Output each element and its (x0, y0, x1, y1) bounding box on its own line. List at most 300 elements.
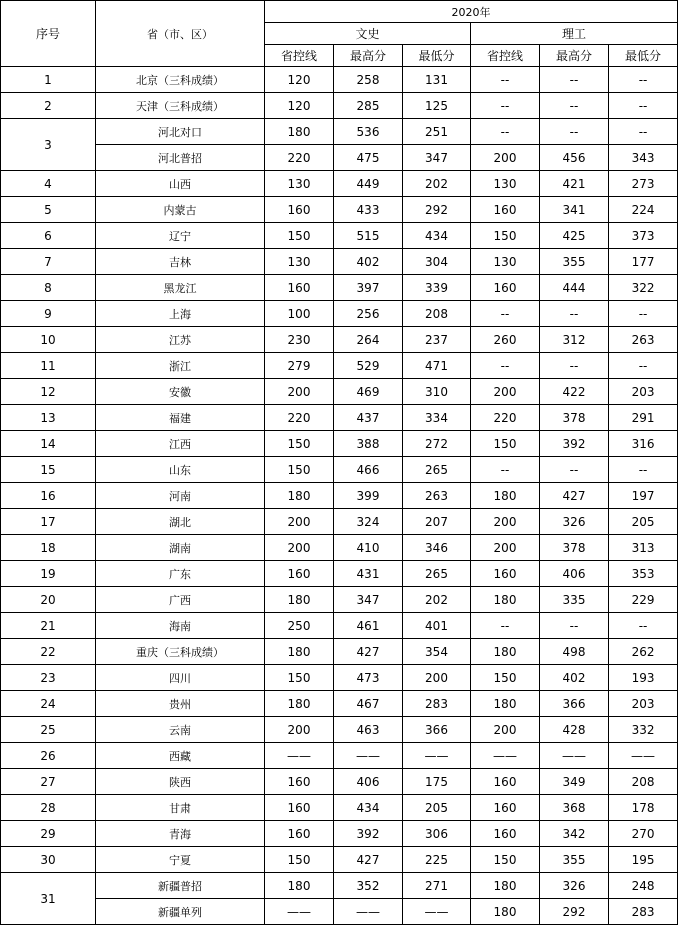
cell-ligong-max: 355 (540, 249, 609, 275)
row-seq: 18 (1, 535, 96, 561)
cell-wenshi-max: 463 (334, 717, 403, 743)
cell-ligong-max: 422 (540, 379, 609, 405)
table-row (1, 145, 678, 171)
row-province: 河北普招 (96, 145, 265, 171)
row-province: 西藏 (96, 743, 265, 769)
cell-wenshi-max: 434 (334, 795, 403, 821)
row-seq: 10 (1, 327, 96, 353)
cell-wenshi-control: 130 (265, 171, 334, 197)
cell-wenshi-control: 100 (265, 301, 334, 327)
header-col-wenshi-min: 最低分 (403, 45, 471, 67)
cell-wenshi-control: 180 (265, 483, 334, 509)
cell-ligong-control: 160 (471, 769, 540, 795)
table-row (1, 249, 678, 275)
cell-wenshi-min: 263 (403, 483, 471, 509)
cell-ligong-max: -- (540, 457, 609, 483)
header-col-ligong-max: 最高分 (540, 45, 609, 67)
cell-wenshi-min: 346 (403, 535, 471, 561)
row-province: 安徽 (96, 379, 265, 405)
cell-wenshi-max: 467 (334, 691, 403, 717)
cell-ligong-min: 373 (609, 223, 678, 249)
cell-ligong-control: 180 (471, 639, 540, 665)
cell-ligong-control: 130 (471, 171, 540, 197)
cell-wenshi-min: 251 (403, 119, 471, 145)
cell-ligong-min: 178 (609, 795, 678, 821)
cell-ligong-max: -- (540, 301, 609, 327)
cell-wenshi-control: 160 (265, 275, 334, 301)
table-row (1, 119, 678, 145)
cell-wenshi-control: 130 (265, 249, 334, 275)
cell-ligong-min: 343 (609, 145, 678, 171)
cell-wenshi-min: 401 (403, 613, 471, 639)
cell-ligong-min: 316 (609, 431, 678, 457)
row-seq: 5 (1, 197, 96, 223)
cell-ligong-min: 177 (609, 249, 678, 275)
cell-wenshi-min: 225 (403, 847, 471, 873)
cell-wenshi-max: 475 (334, 145, 403, 171)
cell-ligong-max: 342 (540, 821, 609, 847)
row-province: 辽宁 (96, 223, 265, 249)
cell-ligong-control: -- (471, 93, 540, 119)
table-row (1, 379, 678, 405)
cell-ligong-min: 270 (609, 821, 678, 847)
cell-wenshi-max: 469 (334, 379, 403, 405)
cell-wenshi-min: 306 (403, 821, 471, 847)
cell-ligong-max: 378 (540, 535, 609, 561)
header-col-ligong-control: 省控线 (471, 45, 540, 67)
cell-wenshi-max: 402 (334, 249, 403, 275)
cell-wenshi-max: 285 (334, 93, 403, 119)
cell-ligong-control: 200 (471, 145, 540, 171)
header-col-wenshi-max: 最高分 (334, 45, 403, 67)
cell-ligong-control: -- (471, 301, 540, 327)
cell-wenshi-control: 230 (265, 327, 334, 353)
header-col-ligong-min: 最低分 (609, 45, 678, 67)
cell-ligong-min: -- (609, 301, 678, 327)
cell-wenshi-control: —— (265, 899, 334, 925)
cell-wenshi-max: 431 (334, 561, 403, 587)
row-seq: 17 (1, 509, 96, 535)
row-province: 福建 (96, 405, 265, 431)
row-seq: 6 (1, 223, 96, 249)
table-row (1, 509, 678, 535)
cell-ligong-control: 150 (471, 431, 540, 457)
row-province: 天津（三科成绩） (96, 93, 265, 119)
cell-ligong-max: 402 (540, 665, 609, 691)
table-row (1, 899, 678, 925)
cell-ligong-max: 428 (540, 717, 609, 743)
table-row (1, 405, 678, 431)
cell-wenshi-control: 279 (265, 353, 334, 379)
cell-ligong-control: 200 (471, 717, 540, 743)
cell-wenshi-min: 175 (403, 769, 471, 795)
cell-ligong-min: 248 (609, 873, 678, 899)
cell-ligong-control: 160 (471, 275, 540, 301)
row-seq: 3 (1, 119, 96, 171)
cell-wenshi-max: 347 (334, 587, 403, 613)
cell-ligong-control: 150 (471, 223, 540, 249)
cell-ligong-max: -- (540, 353, 609, 379)
cell-ligong-control: 180 (471, 587, 540, 613)
cell-wenshi-min: 202 (403, 171, 471, 197)
row-province: 广西 (96, 587, 265, 613)
cell-ligong-max: 427 (540, 483, 609, 509)
cell-ligong-control: 150 (471, 847, 540, 873)
cell-wenshi-control: 150 (265, 457, 334, 483)
row-seq: 25 (1, 717, 96, 743)
cell-wenshi-min: 131 (403, 67, 471, 93)
cell-ligong-min: 313 (609, 535, 678, 561)
row-seq: 20 (1, 587, 96, 613)
cell-wenshi-max: 449 (334, 171, 403, 197)
cell-ligong-min: 291 (609, 405, 678, 431)
table-row (1, 847, 678, 873)
row-seq: 13 (1, 405, 96, 431)
cell-ligong-max: -- (540, 613, 609, 639)
cell-ligong-control: -- (471, 67, 540, 93)
cell-wenshi-control: 200 (265, 535, 334, 561)
cell-ligong-min: 205 (609, 509, 678, 535)
cell-ligong-control: 150 (471, 665, 540, 691)
row-seq: 22 (1, 639, 96, 665)
cell-ligong-min: -- (609, 93, 678, 119)
cell-wenshi-control: 180 (265, 873, 334, 899)
cell-wenshi-control: 160 (265, 821, 334, 847)
table-row (1, 431, 678, 457)
row-province: 湖南 (96, 535, 265, 561)
cell-ligong-control: 260 (471, 327, 540, 353)
cell-ligong-min: 193 (609, 665, 678, 691)
row-province: 青海 (96, 821, 265, 847)
cell-wenshi-min: 237 (403, 327, 471, 353)
cell-wenshi-max: 388 (334, 431, 403, 457)
cell-wenshi-control: 180 (265, 639, 334, 665)
table-row (1, 587, 678, 613)
cell-wenshi-min: 434 (403, 223, 471, 249)
cell-ligong-max: 378 (540, 405, 609, 431)
cell-wenshi-control: 150 (265, 847, 334, 873)
row-province: 陕西 (96, 769, 265, 795)
cell-wenshi-control: 200 (265, 509, 334, 535)
cell-ligong-control: —— (471, 743, 540, 769)
cell-wenshi-min: 200 (403, 665, 471, 691)
cell-ligong-min: -- (609, 119, 678, 145)
row-seq: 15 (1, 457, 96, 483)
cell-ligong-min: 203 (609, 691, 678, 717)
cell-wenshi-control: 200 (265, 717, 334, 743)
table-row (1, 223, 678, 249)
cell-wenshi-min: 339 (403, 275, 471, 301)
cell-wenshi-max: 427 (334, 847, 403, 873)
cell-ligong-min: 332 (609, 717, 678, 743)
cell-ligong-max: 349 (540, 769, 609, 795)
cell-wenshi-min: 354 (403, 639, 471, 665)
row-seq: 28 (1, 795, 96, 821)
row-province: 甘肃 (96, 795, 265, 821)
row-province: 海南 (96, 613, 265, 639)
cell-ligong-max: 312 (540, 327, 609, 353)
table-row (1, 301, 678, 327)
cell-ligong-control: 160 (471, 821, 540, 847)
row-seq: 9 (1, 301, 96, 327)
cell-ligong-max: -- (540, 93, 609, 119)
cell-wenshi-max: 427 (334, 639, 403, 665)
table-row (1, 535, 678, 561)
cell-ligong-max: 366 (540, 691, 609, 717)
cell-ligong-min: 203 (609, 379, 678, 405)
cell-wenshi-max: 264 (334, 327, 403, 353)
cell-wenshi-control: 150 (265, 665, 334, 691)
cell-wenshi-min: 334 (403, 405, 471, 431)
cell-wenshi-max: —— (334, 899, 403, 925)
row-province: 云南 (96, 717, 265, 743)
cell-ligong-control: 160 (471, 197, 540, 223)
cell-wenshi-max: 536 (334, 119, 403, 145)
row-province: 吉林 (96, 249, 265, 275)
cell-wenshi-control: 220 (265, 145, 334, 171)
cell-ligong-min: 224 (609, 197, 678, 223)
cell-wenshi-max: 466 (334, 457, 403, 483)
header-province: 省（市、区） (96, 1, 265, 67)
row-seq: 29 (1, 821, 96, 847)
cell-ligong-max: 335 (540, 587, 609, 613)
cell-wenshi-max: 529 (334, 353, 403, 379)
cell-wenshi-control: 250 (265, 613, 334, 639)
cell-wenshi-control: —— (265, 743, 334, 769)
table-row (1, 561, 678, 587)
table-row (1, 795, 678, 821)
cell-wenshi-control: 180 (265, 587, 334, 613)
row-seq: 14 (1, 431, 96, 457)
row-province: 湖北 (96, 509, 265, 535)
cell-wenshi-min: 208 (403, 301, 471, 327)
cell-ligong-control: 220 (471, 405, 540, 431)
cell-ligong-max: 425 (540, 223, 609, 249)
row-seq: 4 (1, 171, 96, 197)
cell-wenshi-min: 271 (403, 873, 471, 899)
cell-ligong-max: —— (540, 743, 609, 769)
cell-wenshi-max: 433 (334, 197, 403, 223)
row-province: 新疆单列 (96, 899, 265, 925)
row-seq: 30 (1, 847, 96, 873)
cell-wenshi-control: 220 (265, 405, 334, 431)
cell-wenshi-control: 150 (265, 431, 334, 457)
cell-wenshi-control: 180 (265, 691, 334, 717)
table-row (1, 483, 678, 509)
cell-ligong-min: 229 (609, 587, 678, 613)
cell-ligong-min: 195 (609, 847, 678, 873)
row-seq: 12 (1, 379, 96, 405)
table-row (1, 873, 678, 899)
cell-ligong-control: 160 (471, 795, 540, 821)
table-row (1, 769, 678, 795)
cell-wenshi-min: —— (403, 743, 471, 769)
row-seq: 31 (1, 873, 96, 925)
cell-wenshi-max: 397 (334, 275, 403, 301)
cell-wenshi-max: 392 (334, 821, 403, 847)
header-group-wenshi: 文史 (265, 23, 471, 45)
row-province: 浙江 (96, 353, 265, 379)
cell-ligong-min: 353 (609, 561, 678, 587)
row-province: 江苏 (96, 327, 265, 353)
cell-wenshi-min: 265 (403, 561, 471, 587)
cell-wenshi-max: 399 (334, 483, 403, 509)
table-row (1, 613, 678, 639)
cell-ligong-max: -- (540, 119, 609, 145)
cell-ligong-min: 262 (609, 639, 678, 665)
cell-wenshi-control: 120 (265, 67, 334, 93)
cell-ligong-max: 406 (540, 561, 609, 587)
row-province: 黑龙江 (96, 275, 265, 301)
cell-wenshi-max: 324 (334, 509, 403, 535)
row-province: 宁夏 (96, 847, 265, 873)
table-row (1, 93, 678, 119)
cell-ligong-max: 326 (540, 873, 609, 899)
cell-ligong-control: 180 (471, 691, 540, 717)
cell-wenshi-min: 207 (403, 509, 471, 535)
row-province: 上海 (96, 301, 265, 327)
cell-wenshi-control: 160 (265, 769, 334, 795)
table-row (1, 67, 678, 93)
cell-wenshi-min: 272 (403, 431, 471, 457)
cell-wenshi-max: —— (334, 743, 403, 769)
table-row (1, 639, 678, 665)
header-seq: 序号 (1, 1, 96, 67)
table-row (1, 665, 678, 691)
table-row (1, 171, 678, 197)
row-seq: 2 (1, 93, 96, 119)
row-seq: 24 (1, 691, 96, 717)
cell-wenshi-min: 366 (403, 717, 471, 743)
cell-ligong-max: -- (540, 67, 609, 93)
cell-ligong-control: -- (471, 353, 540, 379)
cell-ligong-min: -- (609, 67, 678, 93)
cell-ligong-min: 322 (609, 275, 678, 301)
cell-wenshi-max: 352 (334, 873, 403, 899)
cell-wenshi-min: 471 (403, 353, 471, 379)
cell-ligong-control: 180 (471, 873, 540, 899)
cell-wenshi-max: 515 (334, 223, 403, 249)
cell-wenshi-control: 160 (265, 561, 334, 587)
cell-wenshi-min: 347 (403, 145, 471, 171)
row-seq: 27 (1, 769, 96, 795)
header-row-year (1, 1, 678, 23)
cell-ligong-control: 200 (471, 535, 540, 561)
cell-wenshi-max: 461 (334, 613, 403, 639)
cell-ligong-min: 208 (609, 769, 678, 795)
cell-wenshi-min: 292 (403, 197, 471, 223)
row-province: 河南 (96, 483, 265, 509)
row-province: 内蒙古 (96, 197, 265, 223)
cell-ligong-control: 180 (471, 899, 540, 925)
row-seq: 16 (1, 483, 96, 509)
table-row (1, 743, 678, 769)
cell-ligong-min: -- (609, 613, 678, 639)
row-seq: 7 (1, 249, 96, 275)
cell-wenshi-max: 256 (334, 301, 403, 327)
header-year: 2020年 (265, 1, 678, 23)
cell-wenshi-min: 202 (403, 587, 471, 613)
cell-ligong-max: 456 (540, 145, 609, 171)
cell-wenshi-max: 473 (334, 665, 403, 691)
row-seq: 21 (1, 613, 96, 639)
row-seq: 1 (1, 67, 96, 93)
cell-wenshi-max: 437 (334, 405, 403, 431)
row-province: 北京（三科成绩） (96, 67, 265, 93)
table-row (1, 353, 678, 379)
cell-ligong-min: -- (609, 353, 678, 379)
row-province: 贵州 (96, 691, 265, 717)
row-seq: 23 (1, 665, 96, 691)
cell-wenshi-control: 200 (265, 379, 334, 405)
cell-wenshi-control: 120 (265, 93, 334, 119)
cell-wenshi-control: 180 (265, 119, 334, 145)
header-col-wenshi-control: 省控线 (265, 45, 334, 67)
cell-ligong-min: 283 (609, 899, 678, 925)
cell-ligong-control: -- (471, 457, 540, 483)
header-group-ligong: 理工 (471, 23, 678, 45)
cell-ligong-control: -- (471, 613, 540, 639)
cell-ligong-control: 200 (471, 509, 540, 535)
cell-ligong-control: 180 (471, 483, 540, 509)
table-row (1, 275, 678, 301)
cell-wenshi-max: 406 (334, 769, 403, 795)
cell-wenshi-min: 205 (403, 795, 471, 821)
cell-ligong-max: 392 (540, 431, 609, 457)
row-province: 山东 (96, 457, 265, 483)
table-row (1, 327, 678, 353)
cell-ligong-max: 341 (540, 197, 609, 223)
cell-wenshi-max: 258 (334, 67, 403, 93)
cell-wenshi-min: 125 (403, 93, 471, 119)
cell-ligong-max: 355 (540, 847, 609, 873)
table-row (1, 457, 678, 483)
row-province: 江西 (96, 431, 265, 457)
cell-wenshi-min: 283 (403, 691, 471, 717)
cell-ligong-max: 292 (540, 899, 609, 925)
table-row (1, 717, 678, 743)
cell-wenshi-control: 150 (265, 223, 334, 249)
cell-ligong-max: 326 (540, 509, 609, 535)
cell-wenshi-max: 410 (334, 535, 403, 561)
table-row (1, 691, 678, 717)
cell-ligong-control: 160 (471, 561, 540, 587)
row-province: 广东 (96, 561, 265, 587)
cell-ligong-control: -- (471, 119, 540, 145)
row-province: 重庆（三科成绩） (96, 639, 265, 665)
cell-wenshi-control: 160 (265, 197, 334, 223)
cell-ligong-min: 197 (609, 483, 678, 509)
row-province: 河北对口 (96, 119, 265, 145)
row-seq: 19 (1, 561, 96, 587)
cell-ligong-max: 421 (540, 171, 609, 197)
cell-ligong-min: —— (609, 743, 678, 769)
cell-wenshi-min: 265 (403, 457, 471, 483)
cell-ligong-control: 200 (471, 379, 540, 405)
cell-wenshi-min: 310 (403, 379, 471, 405)
cell-ligong-min: 263 (609, 327, 678, 353)
table-row (1, 197, 678, 223)
row-seq: 11 (1, 353, 96, 379)
cell-wenshi-min: —— (403, 899, 471, 925)
cell-ligong-max: 444 (540, 275, 609, 301)
cell-ligong-max: 498 (540, 639, 609, 665)
table-row (1, 821, 678, 847)
cell-ligong-min: -- (609, 457, 678, 483)
cell-ligong-control: 130 (471, 249, 540, 275)
cell-ligong-max: 368 (540, 795, 609, 821)
row-seq: 26 (1, 743, 96, 769)
